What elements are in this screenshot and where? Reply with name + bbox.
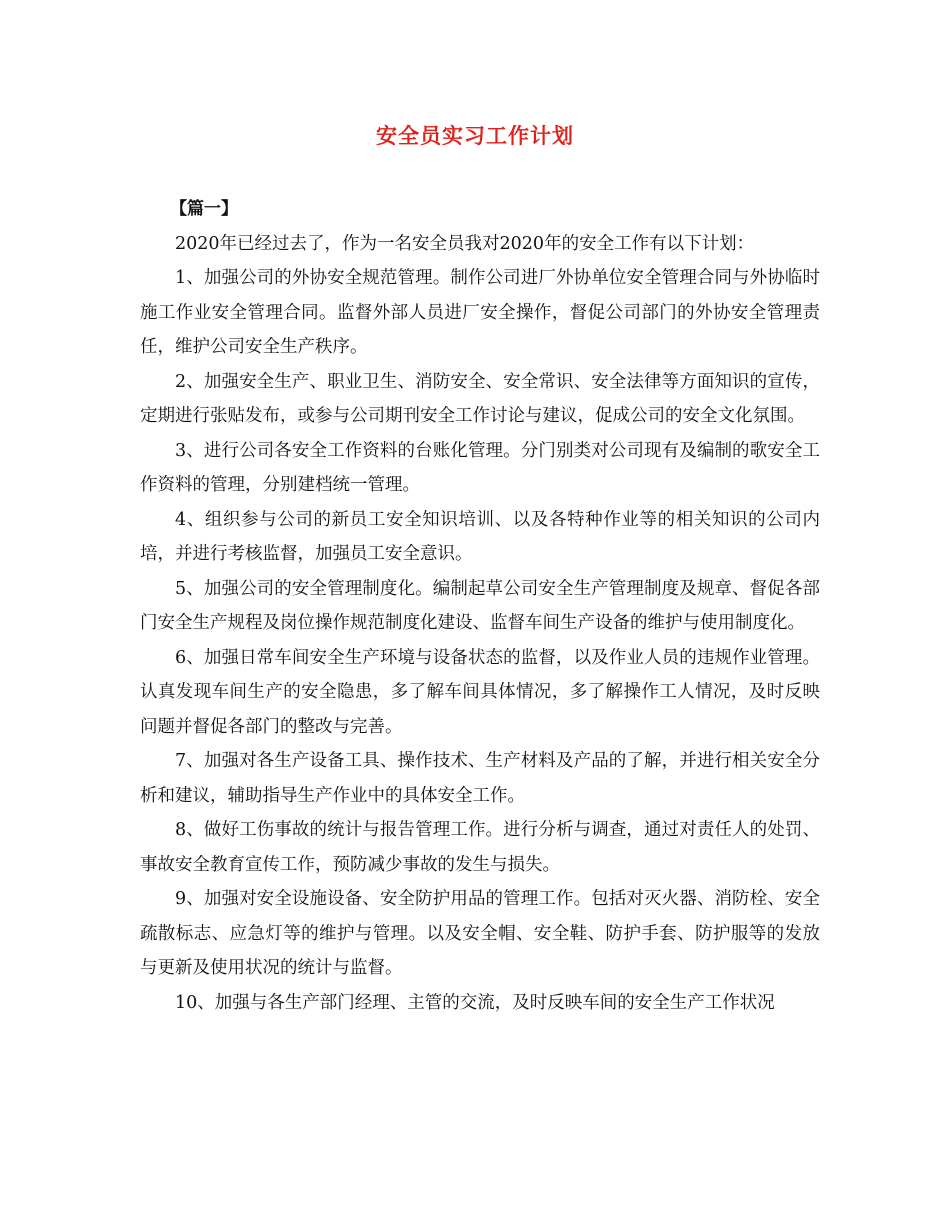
document-title: 安全员实习工作计划 [376,124,574,148]
section-label: 【篇一】 [170,199,238,219]
intro-paragraph: 2020年已经过去了，作为一名安全员我对2020年的安全工作有以下计划： [175,233,755,254]
plan-item-9: 9、加强对安全设施设备、安全防护用品的管理工作。包括对灭火器、消防栓、安全疏散标志、应急灯等的维护与管理。以及安全帽、安全鞋、防护手套、防护服等的发放与更新及使用状况的统计与监督。 [140,889,820,978]
plan-item-4: 4、组织参与公司的新员工安全知识培训、以及各特种作业等的相关知识的公司内培，并进行考核监督，加强员工安全意识。 [140,509,820,564]
plan-item-7: 7、加强对各生产设备工具、操作技术、生产材料及产品的了解，并进行相关安全分析和建议，辅助指导生产作业中的具体安全工作。 [140,751,820,806]
plan-item-8: 8、做好工伤事故的统计与报告管理工作。进行分析与调查，通过对责任人的处罚、事故安全教育宣传工作，预防减少事故的发生与损失。 [140,820,820,875]
plan-item-1: 1、加强公司的外协安全规范管理。制作公司进厂外协单位安全管理合同与外协临时施工作业安全管理合同。监督外部人员进厂安全操作，督促公司部门的外协安全管理责任，维护公司安全生产秩序。 [140,268,820,357]
plan-item-3: 3、进行公司各安全工作资料的台账化管理。分门别类对公司现有及编制的歌安全工作资料的管理，分别建档统一管理。 [140,440,820,495]
plan-item-2: 2、加强安全生产、职业卫生、消防安全、安全常识、安全法律等方面知识的宣传，定期进行张贴发布，或参与公司期刊安全工作讨论与建议，促成公司的安全文化氛围。 [140,371,820,426]
plan-item-5: 5、加强公司的安全管理制度化。编制起草公司安全生产管理制度及规章、督促各部门安全生产规程及岗位操作规范制度化建设、监督车间生产设备的维护与使用制度化。 [140,578,820,633]
plan-item-6: 6、加强日常车间安全生产环境与设备状态的监督，以及作业人员的违规作业管理。认真发现车间生产的安全隐患，多了解车间具体情况，多了解操作工人情况，及时反映问题并督促各部门的整改与完善。 [140,647,820,737]
plan-item-10: 10、加强与各生产部门经理、主管的交流，及时反映车间的安全生产工作状况 [175,992,775,1013]
document-body [140,192,820,1020]
